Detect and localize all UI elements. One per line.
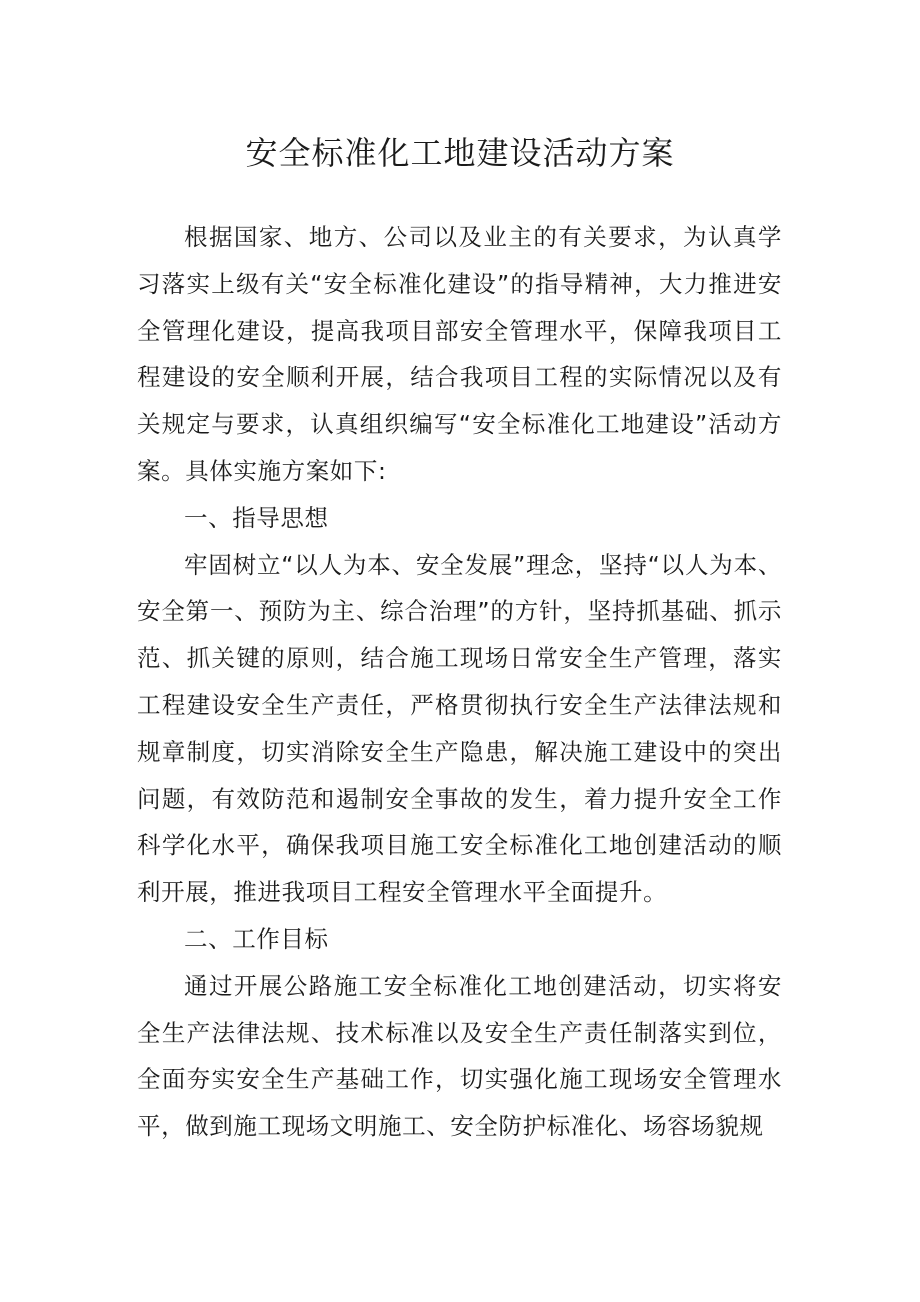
- section-heading-guiding-thought: 一、指导思想: [184, 503, 329, 532]
- document-title: 安全标准化工地建设活动方案: [245, 134, 675, 172]
- intro-paragraph: 根据国家、地方、公司以及业主的有关要求，为认真学习落实上级有关“安全标准化建设”的指导精神，大力推进安全管理化建设，提高我项目部安全管理水平，保障我项目工程建设的安全顺利开展，结合我项目工程的实际情况以及有关规定与要求，认真组织编写“安全标准化工地建设”活动方案。具体实施方案如下:: [137, 223, 782, 485]
- section-heading-work-goal: 二、工作目标: [184, 924, 329, 953]
- guiding-thought-paragraph: 牢固树立“以人为本、安全发展”理念，坚持“以人为本、安全第一、预防为主、综合治理”的方针，坚持抓基础、抓示范、抓关键的原则，结合施工现场日常安全生产管理，落实工程建设安全生产责任，严格贯彻执行安全生产法律法规和规章制度，切实消除安全生产隐患，解决施工建设中的突出问题，有效防范和遏制安全事故的发生，着力提升安全工作科学化水平，确保我项目施工安全标准化工地创建活动的顺利开展，推进我项目工程安全管理水平全面提升。: [137, 550, 782, 907]
- document-body: [137, 214, 782, 1150]
- work-goal-paragraph: 通过开展公路施工安全标准化工地创建活动，切实将安全生产法律法规、技术标准以及安全生产责任制落实到位，全面夯实安全生产基础工作，切实强化施工现场安全管理水平，做到施工现场文明施工、安全防护标准化、场容场貌规: [137, 971, 782, 1141]
